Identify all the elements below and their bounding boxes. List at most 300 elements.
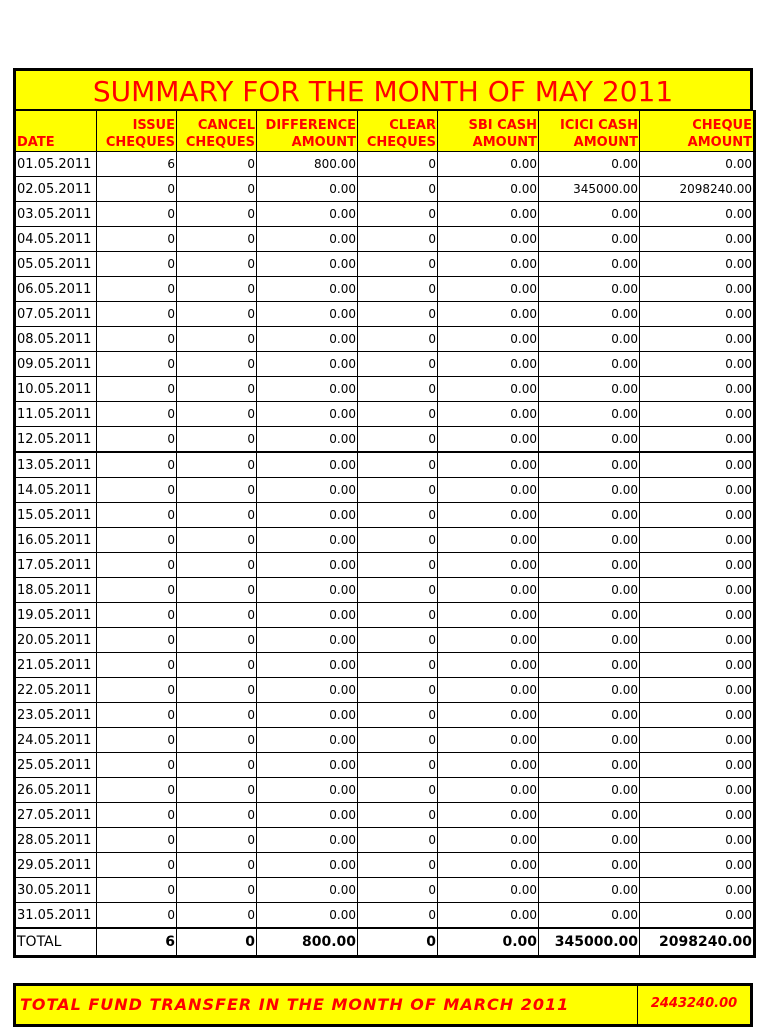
- cell-icici-cash-amount: 0.00: [539, 402, 640, 427]
- cell-date: 15.05.2011: [15, 503, 97, 528]
- cell-cancel-cheques: 0: [177, 503, 257, 528]
- cell-issue-cheques: 0: [97, 878, 177, 903]
- cell-cancel-cheques: 0: [177, 327, 257, 352]
- table-row: [15, 578, 755, 603]
- cell-date: 25.05.2011: [15, 753, 97, 778]
- cell-cheque-amount: 0.00: [640, 803, 755, 828]
- cell-cancel-cheques: 0: [177, 427, 257, 453]
- cell-cancel-cheques: 0: [177, 678, 257, 703]
- cell-date: 19.05.2011: [15, 603, 97, 628]
- cell-icici-cash-amount: 0.00: [539, 853, 640, 878]
- cell-difference-amount: 0.00: [257, 628, 358, 653]
- cell-cheque-amount: 0.00: [640, 728, 755, 753]
- cell-cancel-cheques: 0: [177, 728, 257, 753]
- cell-icici-cash-amount: 0.00: [539, 778, 640, 803]
- cell-icici-cash-amount: 0.00: [539, 227, 640, 252]
- cell-date: 08.05.2011: [15, 327, 97, 352]
- cell-cheque-amount: 0.00: [640, 553, 755, 578]
- cell-issue-cheques: 0: [97, 553, 177, 578]
- cell-date: 03.05.2011: [15, 202, 97, 227]
- cell-icici-cash-amount: 0.00: [539, 803, 640, 828]
- cell-date: 14.05.2011: [15, 478, 97, 503]
- cell-cancel-cheques: 0: [177, 828, 257, 853]
- table-row: [15, 152, 755, 177]
- cell-date: 06.05.2011: [15, 277, 97, 302]
- cell-difference-amount: 0.00: [257, 277, 358, 302]
- cell-cheque-amount: 0.00: [640, 503, 755, 528]
- cell-cancel-cheques: 0: [177, 152, 257, 177]
- cell-cancel-cheques: 0: [177, 302, 257, 327]
- cell-sbi-cash-amount: 0.00: [438, 803, 539, 828]
- cell-cancel-cheques: 0: [177, 202, 257, 227]
- cell-sbi-cash-amount: 0.00: [438, 528, 539, 553]
- cell-cheque-amount: 0.00: [640, 828, 755, 853]
- cell-icici-cash-amount: 0.00: [539, 352, 640, 377]
- cell-clear-cheques: 0: [358, 227, 438, 252]
- cell-cancel-cheques: 0: [177, 252, 257, 277]
- total-issue-cheques: 6: [97, 928, 177, 957]
- cell-difference-amount: 0.00: [257, 703, 358, 728]
- col-header-issue-cheques: ISSUE CHEQUES: [97, 111, 177, 152]
- table-row: [15, 703, 755, 728]
- cell-icici-cash-amount: 345000.00: [539, 177, 640, 202]
- cell-date: 10.05.2011: [15, 377, 97, 402]
- cell-clear-cheques: 0: [358, 152, 438, 177]
- cell-clear-cheques: 0: [358, 478, 438, 503]
- total-row: [15, 928, 755, 957]
- cell-cancel-cheques: 0: [177, 853, 257, 878]
- cell-date: 05.05.2011: [15, 252, 97, 277]
- cell-sbi-cash-amount: 0.00: [438, 478, 539, 503]
- cell-icici-cash-amount: 0.00: [539, 478, 640, 503]
- cell-sbi-cash-amount: 0.00: [438, 503, 539, 528]
- cell-sbi-cash-amount: 0.00: [438, 352, 539, 377]
- cell-date: 18.05.2011: [15, 578, 97, 603]
- table-row: [15, 503, 755, 528]
- cell-sbi-cash-amount: 0.00: [438, 202, 539, 227]
- cell-date: 24.05.2011: [15, 728, 97, 753]
- cell-sbi-cash-amount: 0.00: [438, 377, 539, 402]
- cell-icici-cash-amount: 0.00: [539, 878, 640, 903]
- cell-cancel-cheques: 0: [177, 553, 257, 578]
- cell-icici-cash-amount: 0.00: [539, 377, 640, 402]
- cell-icici-cash-amount: 0.00: [539, 828, 640, 853]
- fund-transfer-value: 2443240.00: [637, 986, 750, 1024]
- cell-sbi-cash-amount: 0.00: [438, 227, 539, 252]
- cell-issue-cheques: 0: [97, 528, 177, 553]
- total-cancel-cheques: 0: [177, 928, 257, 957]
- cell-clear-cheques: 0: [358, 828, 438, 853]
- cell-issue-cheques: 0: [97, 603, 177, 628]
- cell-sbi-cash-amount: 0.00: [438, 427, 539, 453]
- cell-clear-cheques: 0: [358, 503, 438, 528]
- cell-issue-cheques: 0: [97, 377, 177, 402]
- cell-sbi-cash-amount: 0.00: [438, 728, 539, 753]
- cell-difference-amount: 0.00: [257, 903, 358, 929]
- cell-cheque-amount: 0.00: [640, 578, 755, 603]
- cell-date: 16.05.2011: [15, 528, 97, 553]
- cell-icici-cash-amount: 0.00: [539, 503, 640, 528]
- table-row: [15, 302, 755, 327]
- col-header-date: DATE: [15, 111, 97, 152]
- cell-cancel-cheques: 0: [177, 277, 257, 302]
- col-header-cheque-amount: CHEQUE AMOUNT: [640, 111, 755, 152]
- cell-cheque-amount: 0.00: [640, 653, 755, 678]
- cell-clear-cheques: 0: [358, 452, 438, 478]
- cell-difference-amount: 0.00: [257, 377, 358, 402]
- cell-sbi-cash-amount: 0.00: [438, 327, 539, 352]
- cell-difference-amount: 800.00: [257, 152, 358, 177]
- cell-clear-cheques: 0: [358, 327, 438, 352]
- table-row: [15, 753, 755, 778]
- cell-icici-cash-amount: 0.00: [539, 302, 640, 327]
- cell-cheque-amount: 0.00: [640, 603, 755, 628]
- cell-icici-cash-amount: 0.00: [539, 603, 640, 628]
- cell-cancel-cheques: 0: [177, 878, 257, 903]
- cell-sbi-cash-amount: 0.00: [438, 277, 539, 302]
- cell-clear-cheques: 0: [358, 528, 438, 553]
- cell-clear-cheques: 0: [358, 803, 438, 828]
- cell-date: 09.05.2011: [15, 352, 97, 377]
- cell-difference-amount: 0.00: [257, 728, 358, 753]
- cell-sbi-cash-amount: 0.00: [438, 302, 539, 327]
- cell-clear-cheques: 0: [358, 402, 438, 427]
- cell-cheque-amount: 0.00: [640, 778, 755, 803]
- cell-clear-cheques: 0: [358, 377, 438, 402]
- cell-date: 01.05.2011: [15, 152, 97, 177]
- total-cheque-amount: 2098240.00: [640, 928, 755, 957]
- cell-cancel-cheques: 0: [177, 352, 257, 377]
- cell-cancel-cheques: 0: [177, 653, 257, 678]
- cell-difference-amount: 0.00: [257, 578, 358, 603]
- cell-date: 07.05.2011: [15, 302, 97, 327]
- table-row: [15, 402, 755, 427]
- cell-cancel-cheques: 0: [177, 452, 257, 478]
- cell-icici-cash-amount: 0.00: [539, 277, 640, 302]
- cell-issue-cheques: 0: [97, 252, 177, 277]
- cell-difference-amount: 0.00: [257, 202, 358, 227]
- cell-icici-cash-amount: 0.00: [539, 753, 640, 778]
- total-label: TOTAL: [15, 928, 97, 957]
- cell-clear-cheques: 0: [358, 553, 438, 578]
- cell-sbi-cash-amount: 0.00: [438, 703, 539, 728]
- cell-issue-cheques: 0: [97, 227, 177, 252]
- cell-cheque-amount: 0.00: [640, 628, 755, 653]
- cell-cheque-amount: 0.00: [640, 152, 755, 177]
- cell-sbi-cash-amount: 0.00: [438, 452, 539, 478]
- summary-sheet: [13, 68, 753, 958]
- cell-clear-cheques: 0: [358, 753, 438, 778]
- cell-cancel-cheques: 0: [177, 903, 257, 929]
- cell-clear-cheques: 0: [358, 853, 438, 878]
- cell-issue-cheques: 0: [97, 803, 177, 828]
- cell-issue-cheques: 0: [97, 653, 177, 678]
- cell-cheque-amount: 0.00: [640, 302, 755, 327]
- fund-transfer-label: TOTAL FUND TRANSFER IN THE MONTH OF MARCH 2011: [20, 995, 570, 1014]
- table-row: [15, 628, 755, 653]
- cell-cancel-cheques: 0: [177, 478, 257, 503]
- cell-difference-amount: 0.00: [257, 603, 358, 628]
- cell-difference-amount: 0.00: [257, 803, 358, 828]
- cell-clear-cheques: 0: [358, 252, 438, 277]
- cell-date: 17.05.2011: [15, 553, 97, 578]
- cell-issue-cheques: 0: [97, 302, 177, 327]
- cell-difference-amount: 0.00: [257, 352, 358, 377]
- cell-cancel-cheques: 0: [177, 753, 257, 778]
- table-row: [15, 277, 755, 302]
- cell-cheque-amount: 0.00: [640, 478, 755, 503]
- cell-sbi-cash-amount: 0.00: [438, 177, 539, 202]
- cell-date: 21.05.2011: [15, 653, 97, 678]
- cell-cheque-amount: 0.00: [640, 853, 755, 878]
- cell-date: 12.05.2011: [15, 427, 97, 453]
- cell-sbi-cash-amount: 0.00: [438, 603, 539, 628]
- cell-cancel-cheques: 0: [177, 703, 257, 728]
- cell-date: 23.05.2011: [15, 703, 97, 728]
- col-header-difference-amount: DIFFERENCE AMOUNT: [257, 111, 358, 152]
- cell-difference-amount: 0.00: [257, 528, 358, 553]
- cell-cheque-amount: 0.00: [640, 903, 755, 929]
- cell-difference-amount: 0.00: [257, 753, 358, 778]
- cell-cheque-amount: 0.00: [640, 678, 755, 703]
- cell-issue-cheques: 0: [97, 628, 177, 653]
- cell-clear-cheques: 0: [358, 878, 438, 903]
- cell-clear-cheques: 0: [358, 628, 438, 653]
- cell-issue-cheques: 0: [97, 853, 177, 878]
- cell-issue-cheques: 6: [97, 152, 177, 177]
- cell-difference-amount: 0.00: [257, 327, 358, 352]
- table-row: [15, 728, 755, 753]
- cell-issue-cheques: 0: [97, 327, 177, 352]
- cell-cheque-amount: 0.00: [640, 878, 755, 903]
- cell-difference-amount: 0.00: [257, 452, 358, 478]
- cell-clear-cheques: 0: [358, 302, 438, 327]
- table-row: [15, 202, 755, 227]
- table-row: [15, 528, 755, 553]
- cell-date: 29.05.2011: [15, 853, 97, 878]
- cell-date: 04.05.2011: [15, 227, 97, 252]
- cell-difference-amount: 0.00: [257, 503, 358, 528]
- cell-issue-cheques: 0: [97, 703, 177, 728]
- cell-issue-cheques: 0: [97, 402, 177, 427]
- cell-date: 27.05.2011: [15, 803, 97, 828]
- cell-clear-cheques: 0: [358, 578, 438, 603]
- table-row: [15, 478, 755, 503]
- cell-icici-cash-amount: 0.00: [539, 653, 640, 678]
- cell-icici-cash-amount: 0.00: [539, 452, 640, 478]
- cell-issue-cheques: 0: [97, 452, 177, 478]
- table-row: [15, 653, 755, 678]
- cell-cheque-amount: 0.00: [640, 427, 755, 453]
- cell-difference-amount: 0.00: [257, 828, 358, 853]
- cell-difference-amount: 0.00: [257, 553, 358, 578]
- cell-difference-amount: 0.00: [257, 878, 358, 903]
- cell-sbi-cash-amount: 0.00: [438, 878, 539, 903]
- table-row: [15, 678, 755, 703]
- table-row: [15, 903, 755, 929]
- cell-difference-amount: 0.00: [257, 853, 358, 878]
- cell-date: 26.05.2011: [15, 778, 97, 803]
- cell-difference-amount: 0.00: [257, 653, 358, 678]
- cell-icici-cash-amount: 0.00: [539, 528, 640, 553]
- fund-transfer-box: [13, 983, 753, 1027]
- cell-clear-cheques: 0: [358, 728, 438, 753]
- cell-issue-cheques: 0: [97, 352, 177, 377]
- cell-date: 02.05.2011: [15, 177, 97, 202]
- cell-cheque-amount: 0.00: [640, 528, 755, 553]
- cell-clear-cheques: 0: [358, 202, 438, 227]
- cell-difference-amount: 0.00: [257, 478, 358, 503]
- cell-cheque-amount: 2098240.00: [640, 177, 755, 202]
- table-row: [15, 427, 755, 453]
- cell-difference-amount: 0.00: [257, 678, 358, 703]
- cell-sbi-cash-amount: 0.00: [438, 853, 539, 878]
- cell-difference-amount: 0.00: [257, 778, 358, 803]
- cell-cancel-cheques: 0: [177, 528, 257, 553]
- cell-difference-amount: 0.00: [257, 252, 358, 277]
- table-row: [15, 352, 755, 377]
- cell-icici-cash-amount: 0.00: [539, 728, 640, 753]
- cell-issue-cheques: 0: [97, 778, 177, 803]
- cell-sbi-cash-amount: 0.00: [438, 653, 539, 678]
- cell-sbi-cash-amount: 0.00: [438, 628, 539, 653]
- cell-sbi-cash-amount: 0.00: [438, 778, 539, 803]
- cell-cancel-cheques: 0: [177, 803, 257, 828]
- total-icici-cash-amount: 345000.00: [539, 928, 640, 957]
- cell-cheque-amount: 0.00: [640, 703, 755, 728]
- cell-clear-cheques: 0: [358, 177, 438, 202]
- cell-difference-amount: 0.00: [257, 177, 358, 202]
- cell-cheque-amount: 0.00: [640, 377, 755, 402]
- table-row: [15, 878, 755, 903]
- cell-date: 20.05.2011: [15, 628, 97, 653]
- cell-clear-cheques: 0: [358, 678, 438, 703]
- cell-cheque-amount: 0.00: [640, 352, 755, 377]
- cell-issue-cheques: 0: [97, 427, 177, 453]
- cell-cheque-amount: 0.00: [640, 277, 755, 302]
- cell-sbi-cash-amount: 0.00: [438, 903, 539, 929]
- cell-difference-amount: 0.00: [257, 427, 358, 453]
- summary-table: [13, 110, 756, 958]
- table-body: [15, 152, 755, 929]
- cell-clear-cheques: 0: [358, 277, 438, 302]
- cell-clear-cheques: 0: [358, 778, 438, 803]
- table-row: [15, 177, 755, 202]
- cell-icici-cash-amount: 0.00: [539, 578, 640, 603]
- cell-cheque-amount: 0.00: [640, 202, 755, 227]
- table-row: [15, 778, 755, 803]
- col-header-cancel-cheques: CANCEL CHEQUES: [177, 111, 257, 152]
- cell-cancel-cheques: 0: [177, 177, 257, 202]
- cell-icici-cash-amount: 0.00: [539, 202, 640, 227]
- cell-clear-cheques: 0: [358, 603, 438, 628]
- cell-icici-cash-amount: 0.00: [539, 427, 640, 453]
- cell-date: 22.05.2011: [15, 678, 97, 703]
- table-row: [15, 327, 755, 352]
- cell-icici-cash-amount: 0.00: [539, 678, 640, 703]
- cell-clear-cheques: 0: [358, 703, 438, 728]
- total-sbi-cash-amount: 0.00: [438, 928, 539, 957]
- cell-issue-cheques: 0: [97, 277, 177, 302]
- cell-sbi-cash-amount: 0.00: [438, 678, 539, 703]
- cell-issue-cheques: 0: [97, 202, 177, 227]
- cell-cancel-cheques: 0: [177, 227, 257, 252]
- cell-cheque-amount: 0.00: [640, 402, 755, 427]
- cell-issue-cheques: 0: [97, 678, 177, 703]
- cell-clear-cheques: 0: [358, 903, 438, 929]
- cell-icici-cash-amount: 0.00: [539, 903, 640, 929]
- cell-clear-cheques: 0: [358, 653, 438, 678]
- cell-sbi-cash-amount: 0.00: [438, 578, 539, 603]
- cell-cheque-amount: 0.00: [640, 327, 755, 352]
- cell-sbi-cash-amount: 0.00: [438, 553, 539, 578]
- table-row: [15, 603, 755, 628]
- cell-difference-amount: 0.00: [257, 227, 358, 252]
- col-header-sbi-cash-amount: SBI CASH AMOUNT: [438, 111, 539, 152]
- cell-cancel-cheques: 0: [177, 402, 257, 427]
- cell-cheque-amount: 0.00: [640, 452, 755, 478]
- cell-date: 28.05.2011: [15, 828, 97, 853]
- cell-date: 11.05.2011: [15, 402, 97, 427]
- table-row: [15, 227, 755, 252]
- cell-cheque-amount: 0.00: [640, 753, 755, 778]
- cell-date: 30.05.2011: [15, 878, 97, 903]
- cell-issue-cheques: 0: [97, 177, 177, 202]
- cell-sbi-cash-amount: 0.00: [438, 828, 539, 853]
- cell-issue-cheques: 0: [97, 753, 177, 778]
- col-header-clear-cheques: CLEAR CHEQUES: [358, 111, 438, 152]
- cell-issue-cheques: 0: [97, 728, 177, 753]
- table-row: [15, 452, 755, 478]
- cell-cheque-amount: 0.00: [640, 227, 755, 252]
- cell-icici-cash-amount: 0.00: [539, 252, 640, 277]
- table-row: [15, 377, 755, 402]
- cell-cancel-cheques: 0: [177, 778, 257, 803]
- cell-difference-amount: 0.00: [257, 402, 358, 427]
- table-row: [15, 853, 755, 878]
- cell-issue-cheques: 0: [97, 478, 177, 503]
- cell-icici-cash-amount: 0.00: [539, 628, 640, 653]
- cell-cancel-cheques: 0: [177, 578, 257, 603]
- cell-sbi-cash-amount: 0.00: [438, 252, 539, 277]
- col-header-icici-cash-amount: ICICI CASH AMOUNT: [539, 111, 640, 152]
- table-row: [15, 828, 755, 853]
- cell-sbi-cash-amount: 0.00: [438, 402, 539, 427]
- sheet-title: SUMMARY FOR THE MONTH OF MAY 2011: [13, 68, 753, 110]
- cell-date: 31.05.2011: [15, 903, 97, 929]
- table-row: [15, 553, 755, 578]
- cell-icici-cash-amount: 0.00: [539, 152, 640, 177]
- cell-cancel-cheques: 0: [177, 628, 257, 653]
- cell-icici-cash-amount: 0.00: [539, 703, 640, 728]
- cell-date: 13.05.2011: [15, 452, 97, 478]
- cell-issue-cheques: 0: [97, 503, 177, 528]
- cell-cheque-amount: 0.00: [640, 252, 755, 277]
- header-row: [15, 111, 755, 152]
- cell-clear-cheques: 0: [358, 352, 438, 377]
- table-row: [15, 803, 755, 828]
- cell-icici-cash-amount: 0.00: [539, 327, 640, 352]
- cell-clear-cheques: 0: [358, 427, 438, 453]
- cell-issue-cheques: 0: [97, 578, 177, 603]
- cell-sbi-cash-amount: 0.00: [438, 152, 539, 177]
- cell-icici-cash-amount: 0.00: [539, 553, 640, 578]
- total-difference-amount: 800.00: [257, 928, 358, 957]
- table-row: [15, 252, 755, 277]
- cell-issue-cheques: 0: [97, 828, 177, 853]
- total-clear-cheques: 0: [358, 928, 438, 957]
- cell-cancel-cheques: 0: [177, 603, 257, 628]
